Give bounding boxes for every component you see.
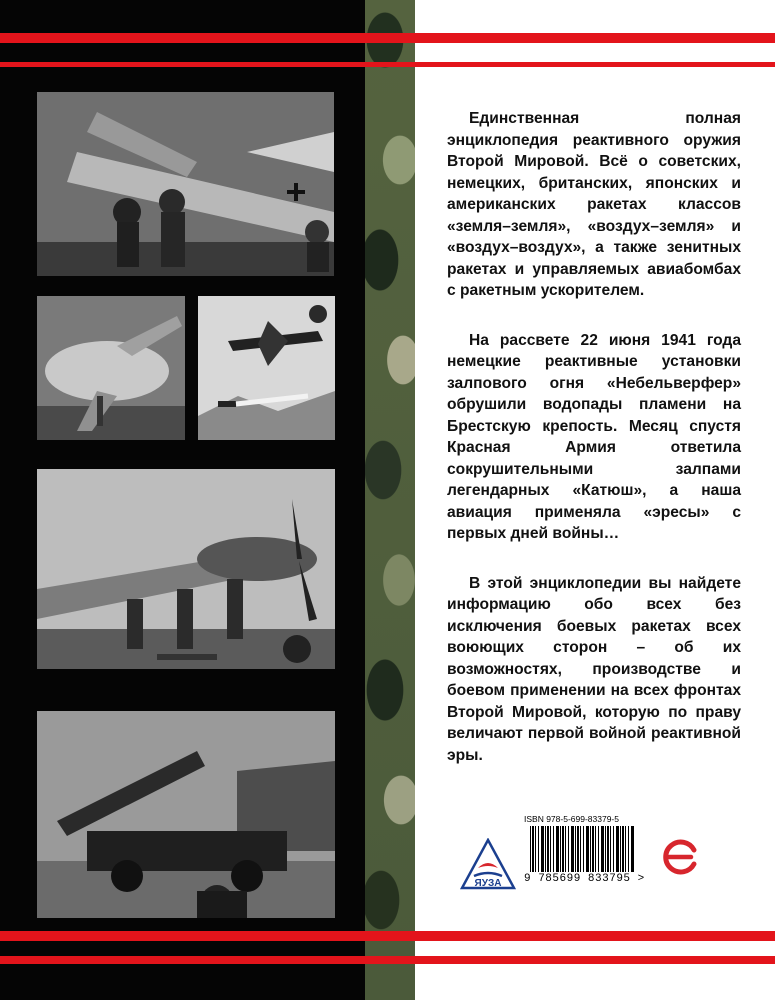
barcode-bars xyxy=(530,826,634,872)
photo-guided-bomb-icon xyxy=(37,296,185,440)
barcode-digits: 9 785699 833795 > xyxy=(524,873,645,885)
photo-katyusha-launcher-icon xyxy=(37,711,335,918)
bottom-red-stripe-thin xyxy=(0,956,775,964)
description-text xyxy=(447,108,741,794)
fighter-rearming-photo xyxy=(37,469,335,669)
katyusha-truck-photo xyxy=(37,711,335,918)
camouflage-strip xyxy=(365,0,415,1000)
ground-crew-loading-rocket-photo xyxy=(37,92,334,276)
photo-aircraft-rocket-icon xyxy=(198,296,335,440)
description-paragraph-3: В этой энциклопедии вы найдете информацию обо всех без исключения боевых ракетах всех воюющих сторон – об их возможностях, производстве и боевом применении на всех фронтах Второй Мировой, которую по праву величают первой войной реактивной эры. xyxy=(447,574,741,764)
isbn-label: ISBN 978-5-699-83379-5 xyxy=(524,814,619,824)
top-red-stripe-thin xyxy=(0,62,775,67)
photo-aircraft-crew-icon xyxy=(37,92,334,276)
eksmo-logo-icon xyxy=(660,836,700,876)
isbn-barcode xyxy=(524,814,645,886)
description-paragraph-2: На рассвете 22 июня 1941 года немецкие реактивные установки залпового огня «Небельверфер» обрушили водопады пламени на Брестскую крепость. Месяц спустя Красная Армия ответила сокрушительными залпами легендарных «Катюш», а наша авиация применяла «эресы» с первых дней войны… xyxy=(447,331,741,542)
yauza-logo-label: ЯУЗА xyxy=(474,878,502,889)
top-red-stripe xyxy=(0,33,775,43)
photo-fighter-propeller-icon xyxy=(37,469,335,669)
description-paragraph-1: Единственная полная энциклопедия реактивного оружия Второй Мировой. Всё о советских, немецких, британских, японских и американских ракетах классов «земля–земля», «воздух–земля» и «воздух–воздух», а также зенитных ракетах и управляемых авиабомбах с ракетным ускорителем. xyxy=(447,110,741,299)
bottom-red-stripe xyxy=(0,931,775,941)
guided-bomb-photo xyxy=(37,296,185,440)
aircraft-firing-rocket-photo xyxy=(198,296,335,440)
